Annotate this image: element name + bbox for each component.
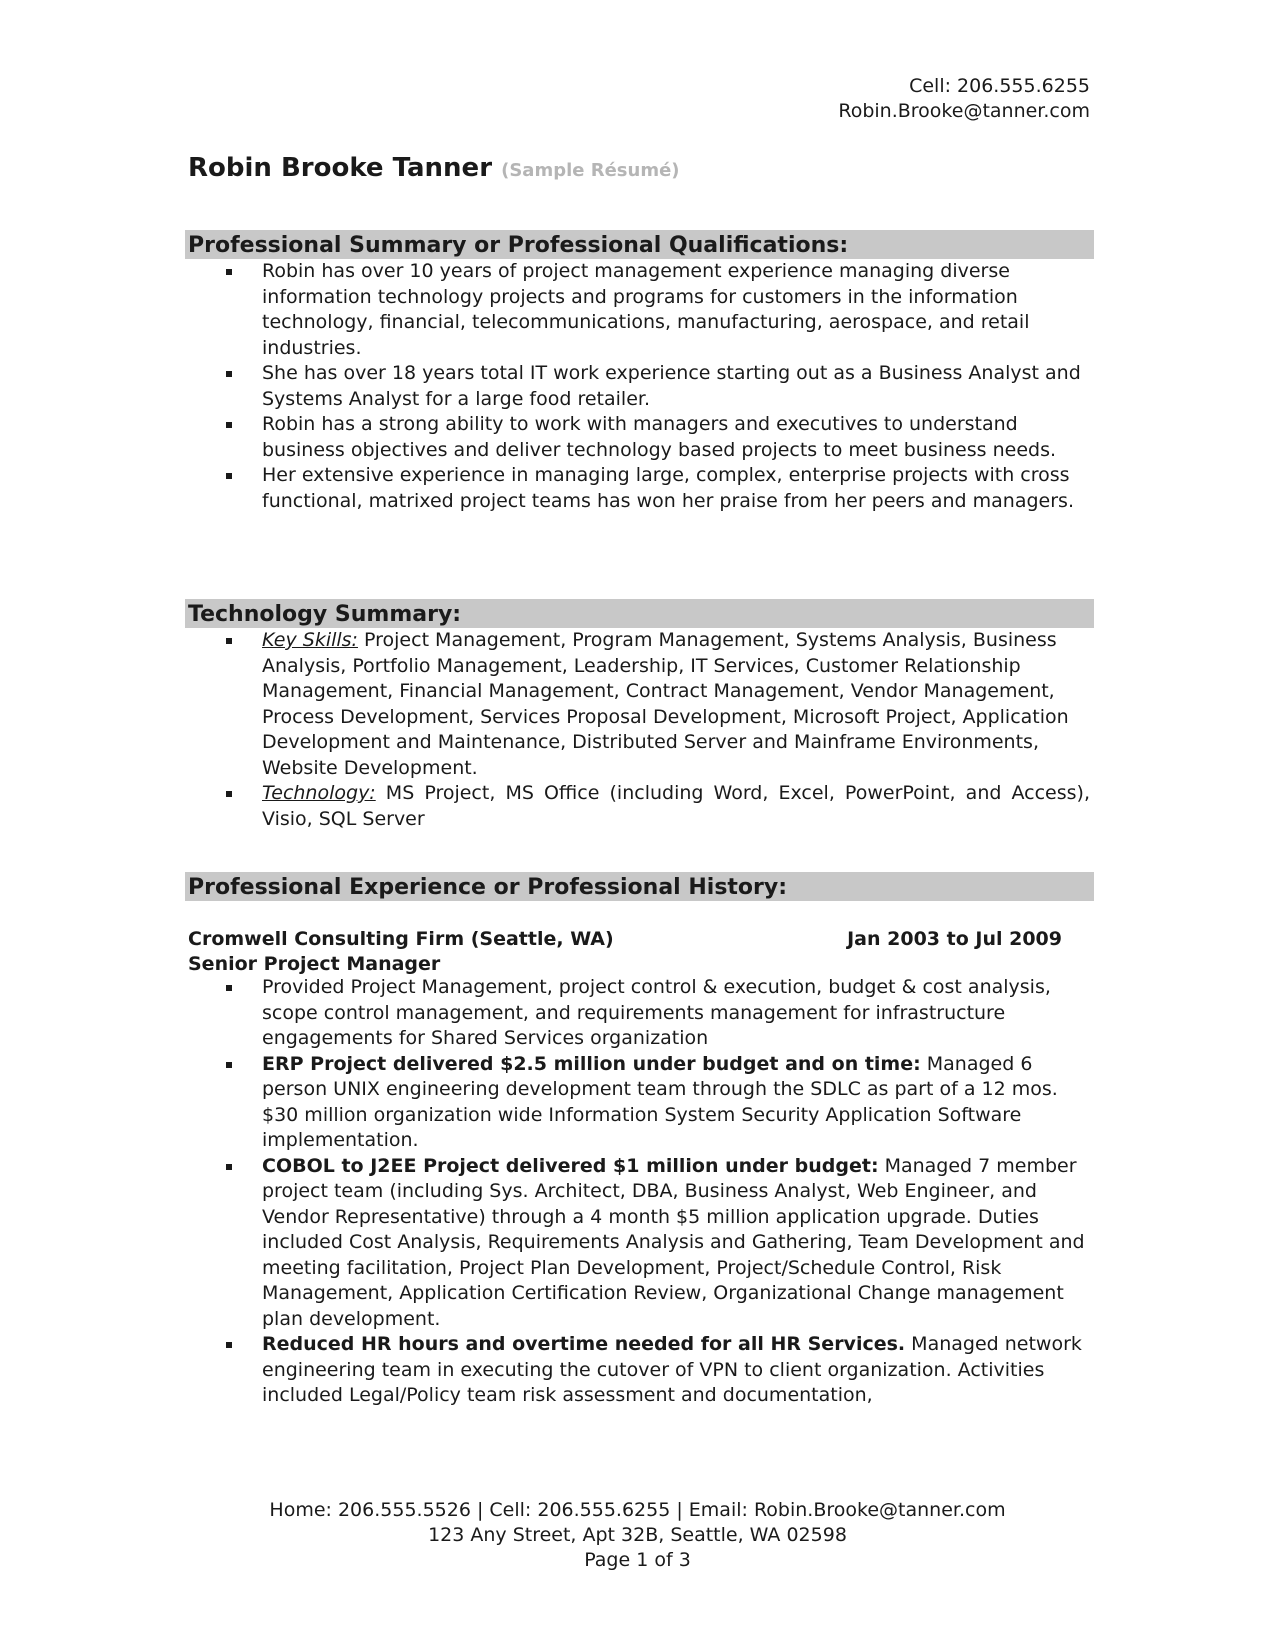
technology-label: Technology: (262, 782, 376, 804)
list-item: Her extensive experience in managing large, complex, enterprise projects with cross functional, matrixed project teams has won her praise from her peers and managers. (185, 463, 1090, 514)
key-skills-label: Key Skills: (262, 629, 358, 651)
list-item (185, 1052, 1090, 1154)
footer-address: 123 Any Street, Apt 32B, Seattle, WA 02598 (428, 1524, 847, 1546)
footer (0, 1498, 1275, 1573)
footer-contact: Home: 206.555.5526 | Cell: 206.555.6255 | Email: Robin.Brooke@tanner.com (269, 1499, 1006, 1521)
sample-tag: (Sample Résumé) (501, 160, 680, 181)
job-dates: Jan 2003 to Jul 2009 (847, 928, 1062, 950)
candidate-name: Robin Brooke Tanner (188, 153, 493, 183)
list-item (185, 781, 1090, 832)
job-header (188, 926, 1062, 952)
experience-list (185, 975, 1090, 1409)
technology-heading: Technology Summary: (185, 599, 1094, 628)
contact-cell: Cell: 206.555.6255 (909, 75, 1090, 97)
list-item (185, 628, 1090, 781)
item-highlight: COBOL to J2EE Project delivered $1 million under budget: (262, 1154, 879, 1177)
technology-text: MS Project, MS Office (including Word, Excel, PowerPoint, and Access), Visio, SQL Server (262, 782, 1090, 830)
contact-block (838, 74, 1090, 124)
summary-list (185, 259, 1090, 514)
item-highlight: Reduced HR hours and overtime needed for all HR Services. (262, 1333, 906, 1355)
job-title: Senior Project Manager (188, 953, 441, 975)
summary-heading: Professional Summary or Professional Qualifications: (185, 230, 1094, 259)
item-text: Managed 6 person UNIX engineering development team through the SDLC as part of a 12 mos. $30 million organization wide Information System Security Application Software implementation. (262, 1052, 1058, 1151)
page-number: Page 1 of 3 (584, 1549, 691, 1571)
contact-email[interactable]: Robin.Brooke@tanner.com (838, 100, 1090, 122)
item-text: Managed 7 member project team (including Sys. Architect, DBA, Business Analyst, Web Engineer, and Vendor Representative) through a 4 month $5 million application upgrade. Duties included Cost Analysis, Requirements Analysis and Gathering, Team Development and meeting facilitation, Project Plan Development, Project/Schedule Control, Risk Management, Application Certification Review, Organizational Change management plan development. (262, 1154, 1085, 1330)
list-item (185, 1332, 1090, 1409)
item-text: Managed network engineering team in executing the cutover of VPN to client organization. Activities included Legal/Policy team risk assessment and documentation, (262, 1333, 1082, 1406)
experience-heading: Professional Experience or Professional History: (185, 872, 1094, 901)
item-highlight: ERP Project delivered $2.5 million under budget and on time: (262, 1052, 921, 1075)
name-line (188, 153, 680, 183)
technology-list (185, 628, 1090, 832)
key-skills-text: Project Management, Program Management, Systems Analysis, Business Analysis, Portfolio Management, Leadership, IT Services, Customer Relationship Management, Financial Management, Contract Management, Vendor Management, Process Development, Services Proposal Development, Microsoft Project, Application Development and Maintenance, Distributed Server and Mainframe Environments, Website Development. (262, 629, 1069, 779)
company-name: Cromwell Consulting Firm (Seattle, WA) (188, 928, 614, 950)
list-item: She has over 18 years total IT work experience starting out as a Business Analyst and Systems Analyst for a large food retailer. (185, 361, 1090, 412)
list-item (185, 1154, 1090, 1333)
item-text: Provided Project Management, project control & execution, budget & cost analysis, scope control management, and requirements management for infrastructure engagements for Shared Services organization (262, 976, 1051, 1049)
list-item: Robin has over 10 years of project management experience managing diverse information technology projects and programs for customers in the information technology, financial, telecommunications, manufacturing, aerospace, and retail industries. (185, 259, 1090, 361)
list-item (185, 975, 1090, 1052)
list-item: Robin has a strong ability to work with managers and executives to understand business objectives and deliver technology based projects to meet business needs. (185, 412, 1090, 463)
